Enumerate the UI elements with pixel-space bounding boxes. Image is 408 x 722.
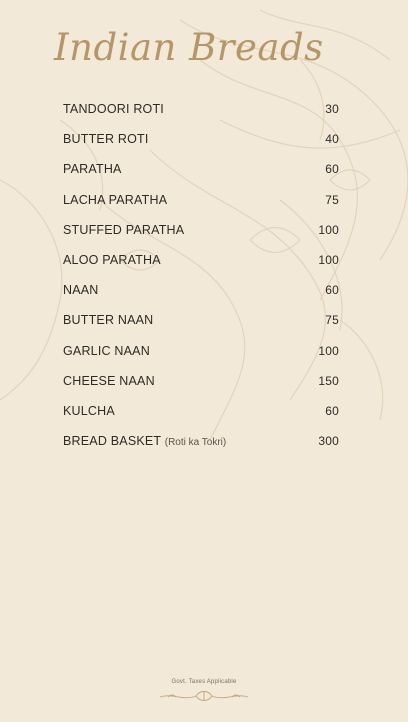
- item-name: ALOO PARATHA: [63, 253, 161, 268]
- item-price: 40: [325, 132, 339, 147]
- item-price: 100: [318, 253, 339, 268]
- list-item: [63, 275, 339, 305]
- item-price: 75: [325, 313, 339, 328]
- item-price: 60: [325, 162, 339, 177]
- list-item: [63, 396, 339, 426]
- item-name-text: BREAD BASKET: [63, 434, 162, 449]
- list-item: [63, 305, 339, 335]
- list-item: [63, 336, 339, 366]
- list-item: [63, 185, 339, 215]
- item-price: 150: [318, 373, 339, 388]
- item-name: CHEESE NAAN: [63, 373, 155, 388]
- list-item: [63, 124, 339, 154]
- list-item: [63, 426, 339, 456]
- item-name: GARLIC NAAN: [63, 343, 150, 358]
- list-item: [63, 154, 339, 184]
- item-name: BUTTER NAAN: [63, 313, 154, 328]
- item-name: PARATHA: [63, 162, 122, 177]
- footer-flourish-ornament: [158, 688, 250, 704]
- item-name: BUTTER ROTI: [63, 132, 149, 147]
- item-price: 300: [318, 434, 339, 449]
- item-price: 60: [325, 283, 339, 298]
- list-item: [63, 94, 339, 124]
- item-name: LACHA PARATHA: [63, 192, 168, 207]
- item-price: 100: [318, 343, 339, 358]
- item-name: NAAN: [63, 283, 99, 298]
- list-item: [63, 215, 339, 245]
- list-item: [63, 245, 339, 275]
- list-item: [63, 366, 339, 396]
- item-price: 100: [318, 222, 339, 237]
- page-title: Indian Breads: [54, 26, 324, 69]
- item-note: (Roti ka Tokri): [164, 437, 227, 449]
- menu-list: [63, 94, 339, 456]
- item-name: KULCHA: [63, 403, 115, 418]
- taxes-note: Govt. Taxes Applicable: [171, 679, 237, 685]
- item-price: 75: [325, 192, 339, 207]
- item-name: TANDOORI ROTI: [63, 102, 164, 117]
- item-name: STUFFED PARATHA: [63, 222, 185, 237]
- item-price: 60: [325, 403, 339, 418]
- item-price: 30: [325, 102, 339, 117]
- item-name: [63, 434, 226, 448]
